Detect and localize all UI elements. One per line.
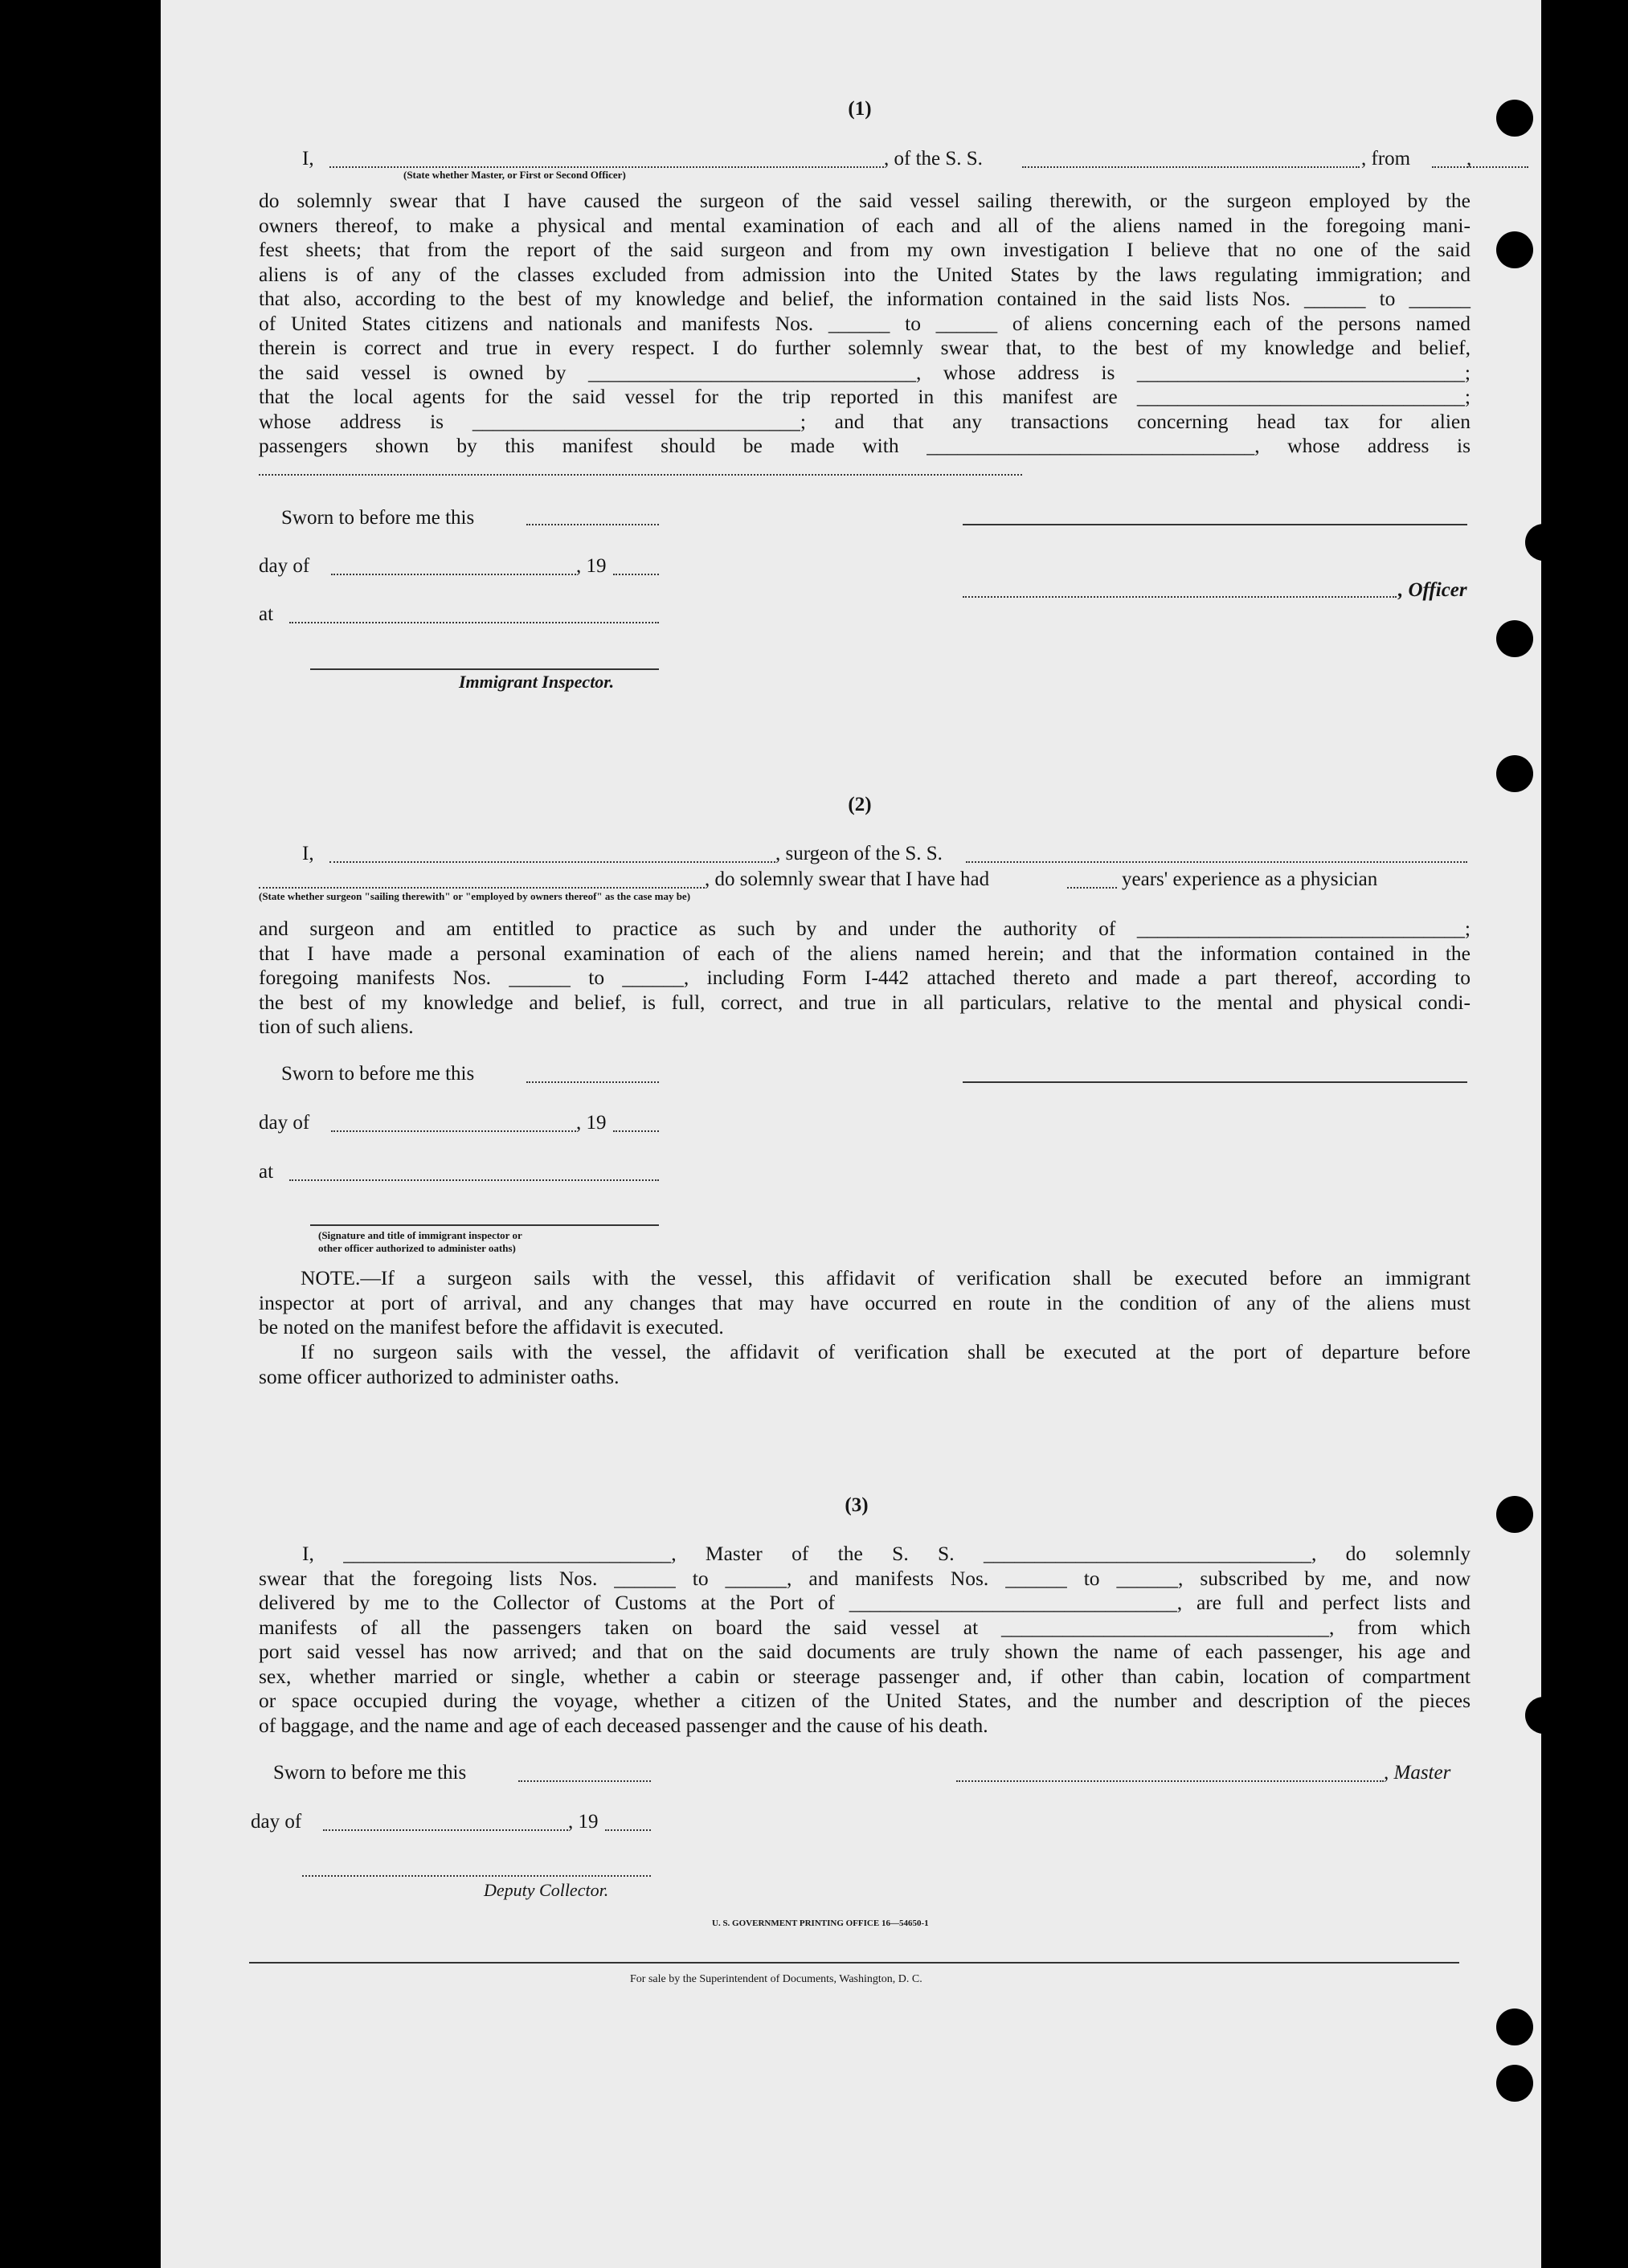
binder-hole: [1496, 755, 1533, 792]
officer-signature-line[interactable]: [963, 524, 1467, 525]
form-page: [161, 0, 1541, 2268]
inspector-signature-line[interactable]: [310, 1224, 659, 1226]
section-2-swear: , do solemnly swear that I have had: [705, 868, 990, 890]
year-field[interactable]: [613, 1130, 659, 1132]
paragraph-line: of baggage, and the name and age of each deceased passenger and the cause of his death.: [259, 1713, 988, 1737]
paragraph-line: or space occupied during the voyage, whether a citizen of the United States, and the number and description of the pieces: [259, 1689, 1471, 1712]
paragraph-line: and surgeon and am entitled to practice as such by and under the authority of ________________________________;: [259, 917, 1471, 940]
paragraph-line: of United States citizens and nationals and manifests Nos. ______ to ______ of aliens concerning each of the persons named: [259, 311, 1471, 335]
officer-label: , Officer: [1398, 579, 1467, 601]
binder-hole: [1496, 2009, 1533, 2045]
surgeon-name-field[interactable]: [329, 861, 775, 863]
year-label: , 19: [568, 1811, 599, 1833]
at-label: at: [259, 603, 274, 625]
sig-note-line-2: other officer authorized to administer oaths): [318, 1242, 516, 1254]
deputy-signature-line[interactable]: [302, 1875, 651, 1877]
binder-hole: [1525, 524, 1562, 561]
day-of-label: day of: [259, 555, 310, 577]
printing-office-line: U. S. GOVERNMENT PRINTING OFFICE 16—54650-1: [712, 1919, 929, 1928]
inspector-signature-line[interactable]: [310, 668, 659, 670]
year-label: , 19: [576, 1112, 607, 1134]
year-field[interactable]: [613, 574, 659, 575]
day-of-label: day of: [251, 1811, 302, 1833]
paragraph-line: sex, whether married or single, whether a cabin or steerage passenger and, if other than cabin, location of compartment: [259, 1664, 1471, 1688]
surgeon-status-field[interactable]: [259, 887, 705, 889]
paragraph-line: that also, according to the best of my knowledge and belief, the information contained in the said lists Nos. ______ to ______: [259, 287, 1471, 310]
section-1-comma: ,: [1466, 148, 1472, 170]
section-1-officer-note: (State whether Master, or First or Second Officer): [403, 169, 626, 181]
section-1-from: , from: [1361, 148, 1411, 170]
binder-hole: [1496, 1496, 1533, 1533]
footer-rule: [249, 1962, 1459, 1964]
paragraph-line: therein is correct and true in every respect. I do further solemnly swear that, to the best of my knowledge and belief,: [259, 336, 1471, 359]
section-1-i: I,: [302, 148, 314, 170]
paragraph-line: owners thereof, to make a physical and mental examination of each and all of the aliens named in the foregoing mani-: [259, 213, 1471, 237]
sworn-label: Sworn to before me this: [273, 1762, 467, 1784]
surgeon-signature-line[interactable]: [963, 1081, 1467, 1083]
section-2-surgeon-of: , surgeon of the S. S.: [775, 843, 943, 864]
sworn-label: Sworn to before me this: [281, 1063, 475, 1085]
binder-hole: [1496, 2065, 1533, 2102]
section-3-paragraph: [259, 1542, 1471, 1738]
paragraph-line: port said vessel has now arrived; and that on the said documents are truly shown the name of each passenger, his age and: [259, 1640, 1471, 1663]
section-1-paragraph: [259, 189, 1471, 459]
section-2-surgeon-note: (State whether surgeon "sailing therewith" or "employed by owners thereof" as the case may be): [259, 890, 691, 902]
binder-hole: [1496, 620, 1533, 657]
paragraph-line: that I have made a personal examination of each of the aliens named herein; and that the information contained in the: [259, 941, 1471, 965]
month-field[interactable]: [323, 1829, 568, 1831]
paragraph-line: passengers shown by this manifest should be made with ________________________________, whose address is: [259, 434, 1471, 457]
binder-hole: [1496, 100, 1533, 137]
month-field[interactable]: [331, 574, 576, 575]
surgeon-ship-field[interactable]: [966, 861, 1467, 863]
officer-field[interactable]: [963, 596, 1397, 598]
sworn-day-field[interactable]: [526, 1081, 659, 1083]
at-place-field[interactable]: [289, 622, 659, 623]
section-2-paragraph: [259, 917, 1471, 1040]
years-field[interactable]: [1067, 887, 1117, 889]
binder-hole: [1496, 231, 1533, 268]
paragraph-line: fest sheets; that from the report of the said surgeon and from my own investigation I believe that no one of the said: [259, 238, 1471, 261]
paragraph-line: tion of such aliens.: [259, 1015, 414, 1038]
section-2-number: (2): [848, 794, 872, 815]
sig-note-line-1: (Signature and title of immigrant inspector or: [318, 1229, 522, 1241]
note-line: If no surgeon sails with the vessel, the affidavit of verification shall be executed at the port of departure before: [301, 1340, 1471, 1363]
month-field[interactable]: [331, 1130, 576, 1132]
day-of-label: day of: [259, 1112, 310, 1134]
paragraph-line: swear that the foregoing lists Nos. ______ to ______, and manifests Nos. ______ to ______, subscribed by me, and now: [259, 1566, 1471, 1590]
sworn-day-field[interactable]: [526, 524, 659, 525]
note-surgeon-sails: [259, 1266, 1471, 1340]
note-line: NOTE.—If a surgeon sails with the vessel, this affidavit of verification shall be executed before an immigrant: [301, 1266, 1471, 1289]
note-line: be noted on the manifest before the affidavit is executed.: [259, 1315, 724, 1338]
paragraph-line: do solemnly swear that I have caused the surgeon of the said vessel sailing therewith, or the surgeon employed by the: [259, 189, 1471, 212]
year-field[interactable]: [605, 1829, 651, 1831]
address-continuation-field[interactable]: [259, 474, 1022, 476]
at-label: at: [259, 1161, 274, 1183]
deputy-collector-label: Deputy Collector.: [484, 1880, 609, 1900]
binder-hole: [1525, 1697, 1562, 1734]
from-port-field[interactable]: [1432, 166, 1528, 168]
paragraph-line: that the local agents for the said vessel for the trip reported in this manifest are ________________________________;: [259, 385, 1471, 408]
note-no-surgeon: [259, 1340, 1471, 1389]
section-1-of-ss: , of the S. S.: [884, 148, 983, 170]
section-2-i: I,: [302, 843, 314, 864]
for-sale-line: For sale by the Superintendent of Documents, Washington, D. C.: [630, 1973, 922, 1985]
section-2-years: years' experience as a physician: [1122, 868, 1378, 890]
master-signature-line[interactable]: [956, 1780, 1384, 1782]
ship-name-field[interactable]: [1022, 166, 1360, 168]
section-3-number: (3): [845, 1494, 869, 1516]
at-place-field[interactable]: [289, 1179, 659, 1181]
paragraph-line: aliens is of any of the classes excluded from admission into the United States by the laws regulating immigration; and: [259, 262, 1471, 286]
immigrant-inspector-label: Immigrant Inspector.: [459, 672, 615, 692]
sworn-day-field[interactable]: [518, 1780, 651, 1782]
paragraph-line: delivered by me to the Collector of Customs at the Port of ________________________________, are full and perfect lists and: [259, 1591, 1471, 1614]
paragraph-line: whose address is ________________________________; and that any transactions concerning head tax for alien: [259, 409, 1471, 433]
paragraph-line: I, ________________________________, Master of the S. S. ________________________________, do solemnly: [302, 1542, 1471, 1565]
paragraph-line: manifests of all the passengers taken on board the said vessel at ________________________________, from which: [259, 1615, 1471, 1639]
master-name-field[interactable]: [329, 166, 884, 168]
section-1-number: (1): [848, 98, 872, 120]
year-label: , 19: [576, 555, 607, 577]
sworn-label: Sworn to before me this: [281, 507, 475, 529]
paragraph-line: the best of my knowledge and belief, is full, correct, and true in all particulars, relative to the mental and physical condi-: [259, 990, 1471, 1014]
note-line: inspector at port of arrival, and any changes that may have occurred en route in the condition of any of the aliens must: [259, 1290, 1471, 1314]
master-label: , Master: [1384, 1762, 1451, 1784]
paragraph-line: foregoing manifests Nos. ______ to ______, including Form I-442 attached thereto and made a part thereof, according to: [259, 966, 1471, 989]
note-line: some officer authorized to administer oaths.: [259, 1364, 620, 1388]
paragraph-line: the said vessel is owned by ________________________________, whose address is ________________________________;: [259, 360, 1471, 384]
